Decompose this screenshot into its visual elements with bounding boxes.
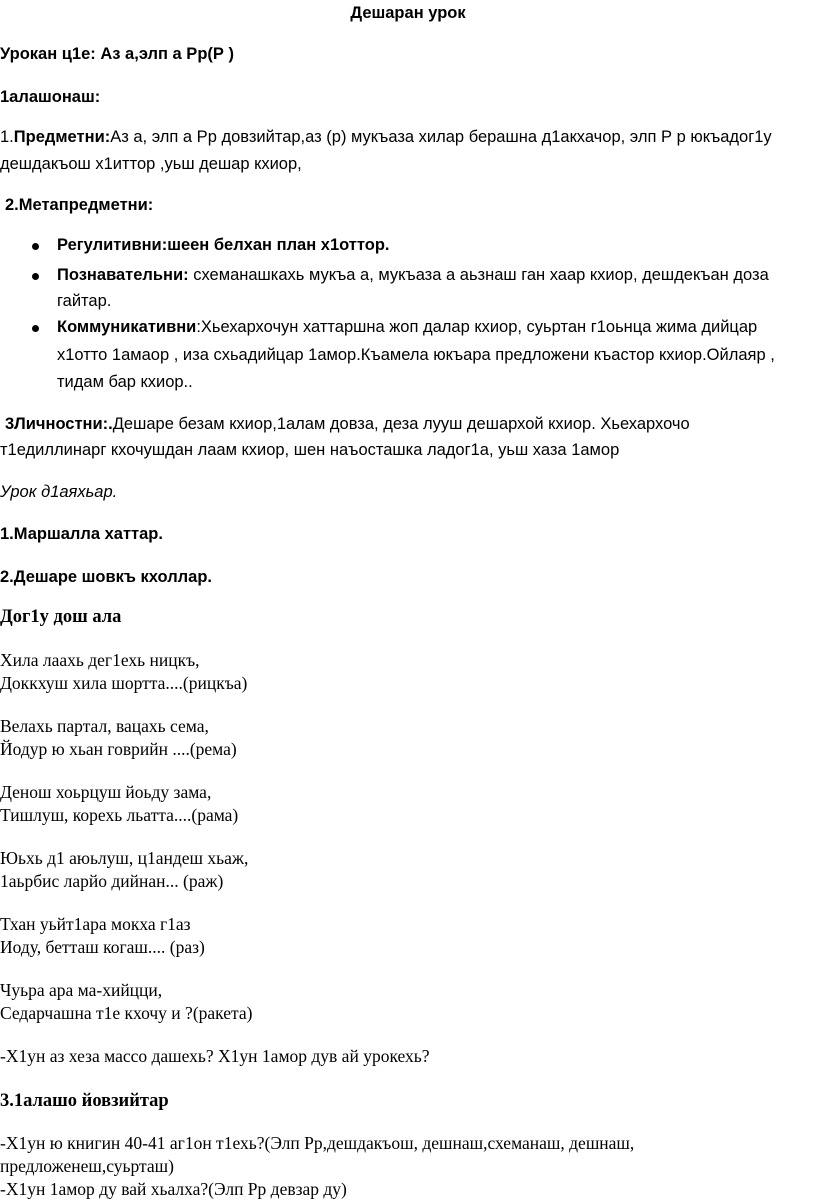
bullet-regulative: Регулитивни:шеен белхан план х1оттор. (57, 236, 390, 254)
bullet-cognitive-line2: гайтар. (57, 292, 112, 310)
bullet-communicative-line2: х1отто 1амаор , иза схьадийцар 1амор.Къамела юкъара предложени къастор кхиор.Ойлаяр , (57, 346, 775, 364)
riddle-line: Хила лаахь дег1ехь ницкъ, (0, 650, 200, 670)
personal-line1 (5, 415, 690, 434)
bullet-cognitive-text: схеманашкахь мукъа а, мукъаза а аьзнаш ган хаар кхиор, дешдекъан доза (188, 266, 769, 284)
lesson-topic: Урокан ц1е: Аз а,элп а Рр(Р ) (0, 45, 234, 63)
step-interest: 2.Дешаре шовкъ кхоллар. (0, 568, 213, 586)
riddle-line: Доккхуш хила шортта....(рицкъа) (0, 673, 248, 693)
question-line: -Х1ун аз хеза массо дашехь? Х1ун 1амор дув ай урокехь? (0, 1046, 430, 1066)
bullet-communicative-line1 (57, 318, 757, 337)
riddle-line: Юьхь д1 аюьлуш, ц1андеш хьаж, (0, 848, 249, 868)
personal-text: Дешаре безам кхиор,1алам довза, деза лууш дешархой кхиор. Хьехархочо (112, 415, 690, 433)
book-line1: -Х1ун ю книгин 40-41 аг1он т1ехь?(Элп Рр,дешдакъош, дешнаш,схеманаш, дешнаш, (0, 1133, 635, 1153)
riddle-line: Тхан уьйт1ара мокха г1аз (0, 914, 191, 934)
bullet-cognitive-line1 (57, 266, 769, 285)
riddle-line: Велахь партал, вацахь сема, (0, 716, 209, 736)
book-line2: предложенеш,суьрташ) (0, 1156, 174, 1176)
riddle-line: Седарчашна т1е кхочу и ?(ракета) (0, 1003, 253, 1023)
personal-label: 3Личностни:. (5, 415, 113, 433)
riddle-line: Чуьра ара ма-хийцци, (0, 980, 163, 1000)
personal-line2: т1едиллинарг кхочушдан лаам кхиор, шен наъосташка ладог1а, уьш хаза 1амор (0, 441, 620, 459)
bullet-dot (32, 273, 39, 280)
bullet-communicative-text: :Хьехархочун хаттаршна жоп далар кхиор, суьртан г1оьнца жима дийцар (196, 318, 758, 336)
poem-title: Дог1у дош ала (0, 607, 122, 627)
riddle-line: Тишлуш, корехь льатта....(рама) (0, 805, 239, 825)
subject-goals-line1 (0, 128, 772, 147)
riddle-line: 1аьрбис ларйо дийнан... (раж) (0, 871, 224, 891)
bullet-dot (32, 243, 39, 250)
goals-heading: 1алашонаш: (0, 88, 101, 106)
riddle-line: Йодур ю хьан говрийн ....(рема) (0, 739, 237, 759)
meta-heading: 2.Метапредметни: (5, 196, 154, 214)
last-line: -Х1ун 1амор ду вай хьалха?(Элп Рр девзар ду) (0, 1179, 347, 1199)
subject-label: Предметни: (13, 128, 111, 146)
subject-text: Аз а, элп а Рр довзийтар,аз (р) мукъаза хилар берашна д1акхачор, элп Р р юкъадог1у (110, 128, 772, 146)
step-goal: 3.1алашо йовзийтар (0, 1091, 169, 1111)
riddle-line: Иоду, бетташ когаш.... (раз) (0, 937, 205, 957)
document-title: Дешаран урок (350, 4, 466, 22)
subject-goals-line2: дешдакъош х1иттор ,уьш дешар кхиор, (0, 155, 302, 173)
bullet-cognitive-label: Познавательни: (57, 266, 189, 284)
lesson-flow-heading: Урок д1аяхьар. (0, 483, 118, 501)
subject-num: 1. (0, 128, 14, 146)
riddle-line: Денош хоьрцуш йоьду зама, (0, 782, 212, 802)
step-greeting: 1.Маршалла хаттар. (0, 525, 163, 543)
bullet-communicative-label: Коммуникативни (57, 318, 197, 336)
bullet-dot (32, 325, 39, 332)
bullet-communicative-line3: тидам бар кхиор.. (57, 373, 193, 391)
